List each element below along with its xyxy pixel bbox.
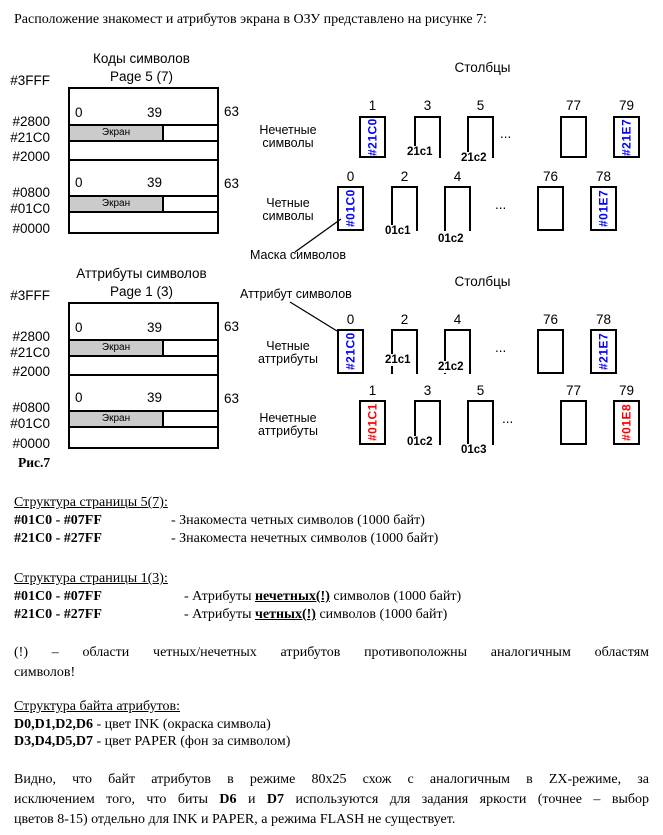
desc-text: символов (1000 байт) [329,589,462,604]
column-box [537,329,564,374]
column-number: 77 [565,98,582,113]
column-box-addr [590,329,617,374]
column-number: 1 [368,98,377,113]
address-vertical-text: #21C0 [343,332,358,371]
mem-label: #0800 [12,400,50,415]
address-range: #21C0 - #27FF [14,607,102,622]
closing-paragraph [14,770,649,830]
row-label-line: символы [262,209,314,223]
column-number: 76 [542,169,559,184]
desc-text: - Атрибуты [184,607,255,622]
cell-address-tag: 21c1 [385,354,411,366]
address-vertical-text: #01E7 [596,189,611,228]
bits-description: - цвет PAPER (фон за символом) [92,734,291,749]
column-box [560,400,587,445]
address-range-row [14,606,654,623]
range-description [184,606,447,623]
row-label-line: Нечетные [259,123,317,137]
desc-text: символов (1000 байт) [315,607,448,622]
attribute-bits-row [14,733,654,750]
mem-label: #21C0 [10,130,50,145]
mem-label: #0800 [12,185,50,200]
fig1-page-label: Page 5 (7) [109,69,174,84]
address-vertical-text: #21E7 [619,118,634,156]
screen-band-label: Экран [101,342,131,353]
note-line: символов! [14,665,76,680]
bit-name: D7 [266,792,285,807]
odd-attributes-label [246,412,330,438]
address-vertical-text: #01C0 [343,189,358,228]
column-number: 2 [400,312,409,327]
address-vertical-text: #21E7 [596,332,611,371]
address-range-row [14,588,654,605]
ellipsis: ... [502,411,514,426]
mem-label: #3FFF [10,73,50,88]
address-range: #01C0 - #07FF [14,513,102,528]
mem-label: #2800 [12,114,50,129]
column-box-addr [590,186,617,231]
col-63-label: 63 [224,319,240,334]
column-box [391,329,418,374]
col-63-label: 63 [224,391,240,406]
cell-address-tag: 01c1 [385,225,411,237]
screen-band-label: Экран [101,127,131,138]
col-63-label: 63 [224,176,240,191]
column-box-addr [613,400,640,445]
fig1-memory-map [68,87,219,234]
column-box [537,186,564,231]
col-39-label: 39 [146,320,162,335]
figure-caption: Рис.7 [18,455,51,470]
row-label-line: символы [262,136,314,150]
cell-address-tag: 21c2 [461,152,487,164]
column-number: 5 [476,98,485,113]
fig1-columns-title: Столбцы [454,60,511,75]
section-heading: Структура страницы 1(3): [14,571,168,586]
ellipsis: ... [500,126,512,141]
col-start-label: 0 [75,175,83,190]
paragraph-text: и [236,792,267,807]
mask-pointer-label: Маска символов [250,248,346,262]
col-39-label: 39 [146,175,162,190]
column-number: 2 [400,169,409,184]
address-range-row [14,512,654,529]
column-box-addr [613,116,640,158]
column-number: 77 [565,383,582,398]
range-description: - Знакоместа четных символов (1000 байт) [171,513,425,528]
attribute-pointer-line [283,296,345,338]
row-label-line: Нечетные [259,411,317,425]
note-paragraph [14,643,649,683]
column-number: 0 [346,169,355,184]
address-vertical-text: #21C0 [365,118,380,156]
mem-label: #01C0 [10,201,50,216]
column-number: 79 [618,98,635,113]
section-heading: Структура байта атрибутов: [14,699,181,714]
column-number: 1 [368,383,377,398]
even-attributes-label [246,340,330,366]
attribute-bits-row [14,716,654,733]
screen-band-label: Экран [101,198,131,209]
mem-label: #0000 [12,436,50,451]
bits-description: - цвет INK (окраска символа) [92,717,271,732]
desc-emphasis: нечетных(!) [254,589,330,604]
cell-address-tag: 21c2 [438,361,464,373]
cell-address-tag: 01c2 [407,436,433,448]
cell-address-tag: 01c2 [438,233,464,245]
address-range: #21C0 - #27FF [14,531,102,546]
paragraph-line: Видно, что байт атрибутов в режиме 80x25 схож с аналогичным в ZX-режиме, за [14,772,649,787]
cell-address-tag: 21c1 [407,146,433,158]
column-number: 0 [346,312,355,327]
column-number: 78 [595,312,612,327]
column-box [444,186,471,231]
mem-label: #2000 [12,149,50,164]
mem-label: #0000 [12,221,50,236]
fig2-title: Аттрибуты символов [76,266,207,281]
address-vertical-text: #01C1 [365,403,380,442]
mem-label: #2000 [12,364,50,379]
row-label-line: Четные [266,339,310,353]
col-start-label: 0 [75,320,83,335]
column-number: 78 [595,169,612,184]
column-number: 76 [542,312,559,327]
col-39-label: 39 [146,390,162,405]
paragraph-line: цветов 8-15) отдельно для INK и PAPER, а режима FLASH не существует. [14,812,456,827]
column-box-addr [337,329,364,374]
mask-pointer-line [285,212,355,260]
col-63-label: 63 [224,104,240,119]
column-number: 4 [453,169,462,184]
column-number: 5 [476,383,485,398]
intro-paragraph: Расположение знакомест и атрибутов экрана в ОЗУ представлено на рисунке 7: [14,12,487,27]
fig2-columns-title: Столбцы [454,274,511,289]
column-number: 3 [423,383,432,398]
address-range: #01C0 - #07FF [14,589,102,604]
column-number: 3 [423,98,432,113]
address-range-row [14,530,654,547]
fig2-memory-map [68,302,219,449]
desc-emphasis: четных(!) [254,607,316,622]
col-39-label: 39 [146,105,162,120]
fig1-title: Коды символов [93,51,190,66]
bit-name: D6 [219,792,237,807]
mem-label: #2800 [12,329,50,344]
ellipsis: ... [495,197,507,212]
range-description: - Знакоместа нечетных символов (1000 байт) [171,531,439,546]
odd-symbols-label [246,124,330,150]
row-label-line: аттрибуты [258,424,318,438]
col-start-label: 0 [75,105,83,120]
col-start-label: 0 [75,390,83,405]
mem-label: #21C0 [10,345,50,360]
screen-band-label: Экран [101,413,131,424]
column-box-addr [359,116,386,158]
paragraph-text: исключением того, что биты [14,792,220,807]
paragraph-text: используются для задания яркости (точнее – выбор [284,792,649,807]
address-vertical-text: #01E8 [619,403,634,442]
column-box [467,400,494,445]
attribute-pointer-label: Аттрибут символов [240,287,352,301]
fig2-page-label: Page 1 (3) [109,284,174,299]
desc-text: - Атрибуты [184,589,255,604]
column-box-addr [359,400,386,445]
cell-address-tag: 01c3 [461,444,487,456]
row-label-line: Четные [266,196,310,210]
row-label-line: аттрибуты [258,352,318,366]
mem-label: #01C0 [10,416,50,431]
section-heading: Структура страницы 5(7): [14,495,168,510]
column-box [560,116,587,158]
mem-label: #3FFF [10,288,50,303]
column-number: 79 [618,383,635,398]
range-description [184,588,461,605]
bits-label: D0,D1,D2,D6 [14,717,93,732]
column-number: 4 [453,312,462,327]
note-line: (!) – области четных/нечетных атрибутов противоположны аналогичным областям [14,645,649,660]
ellipsis: ... [495,340,507,355]
bits-label: D3,D4,D5,D7 [14,734,93,749]
paragraph-line [14,790,649,810]
